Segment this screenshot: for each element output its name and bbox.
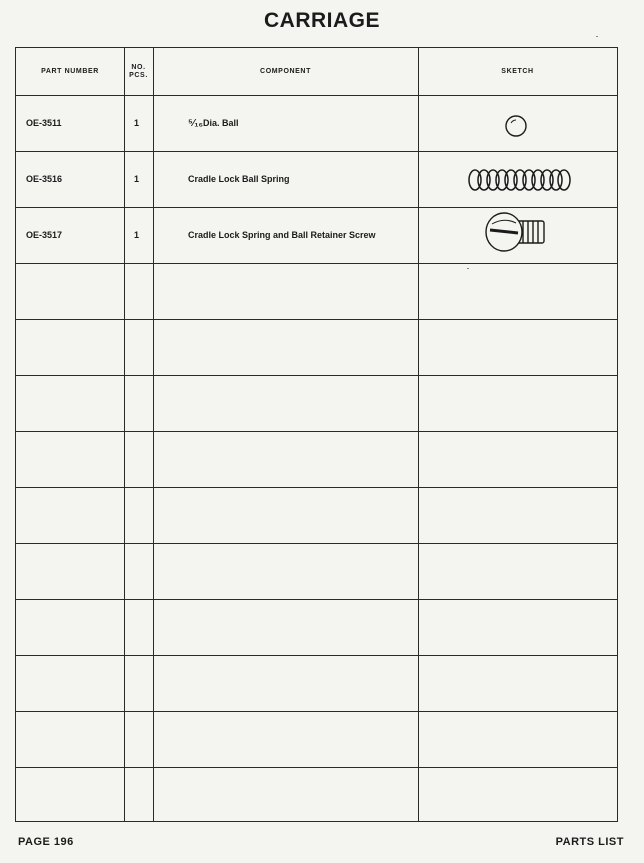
page-title: CARRIAGE: [263, 9, 380, 32]
row-2-part-number: OE-3516: [26, 174, 63, 184]
footer-page-number: PAGE 196: [18, 836, 74, 848]
header-part-number: PART NUMBER: [41, 67, 99, 75]
header-sketch: SKETCH: [501, 67, 534, 75]
row-separator: [16, 151, 617, 152]
header-no-pcs-line2: PCS.: [129, 71, 148, 79]
screw-sketch-icon: [482, 209, 550, 255]
row-separator: [16, 95, 617, 96]
row-separator: [16, 711, 617, 712]
header-component: COMPONENT: [260, 67, 311, 75]
row-separator: [16, 487, 617, 488]
row-separator: [16, 655, 617, 656]
header-no-pcs-line1: NO.: [131, 63, 146, 71]
row-1-component-text: Dia. Ball: [203, 118, 239, 128]
row-separator: [16, 767, 617, 768]
row-separator: [16, 431, 617, 432]
row-3-pcs: 1: [134, 230, 140, 240]
row-2-pcs: 1: [134, 174, 140, 184]
row-1-pcs: 1: [134, 118, 140, 128]
header-no-pcs: [124, 48, 153, 95]
ball-sketch-icon: [503, 113, 529, 139]
row-3-component: Cradle Lock Spring and Ball Retainer Screw: [188, 230, 376, 240]
row-1-component: [188, 95, 239, 151]
row-separator: [16, 263, 617, 264]
row-separator: [16, 375, 617, 376]
row-separator: [16, 319, 617, 320]
row-3-part-number: OE-3517: [26, 230, 63, 240]
column-divider: [153, 48, 154, 821]
row-separator: [16, 599, 617, 600]
row-2-component: Cradle Lock Ball Spring: [188, 174, 290, 184]
column-divider: [418, 48, 419, 821]
row-1-component-fraction: ⁵⁄₁₆: [188, 117, 204, 129]
column-divider: [124, 48, 125, 821]
footer-section-label: PARTS LIST: [555, 836, 624, 848]
parts-table: [15, 47, 618, 822]
spring-sketch-icon: [464, 166, 574, 194]
row-separator: [16, 543, 617, 544]
row-1-part-number: OE-3511: [26, 118, 62, 128]
